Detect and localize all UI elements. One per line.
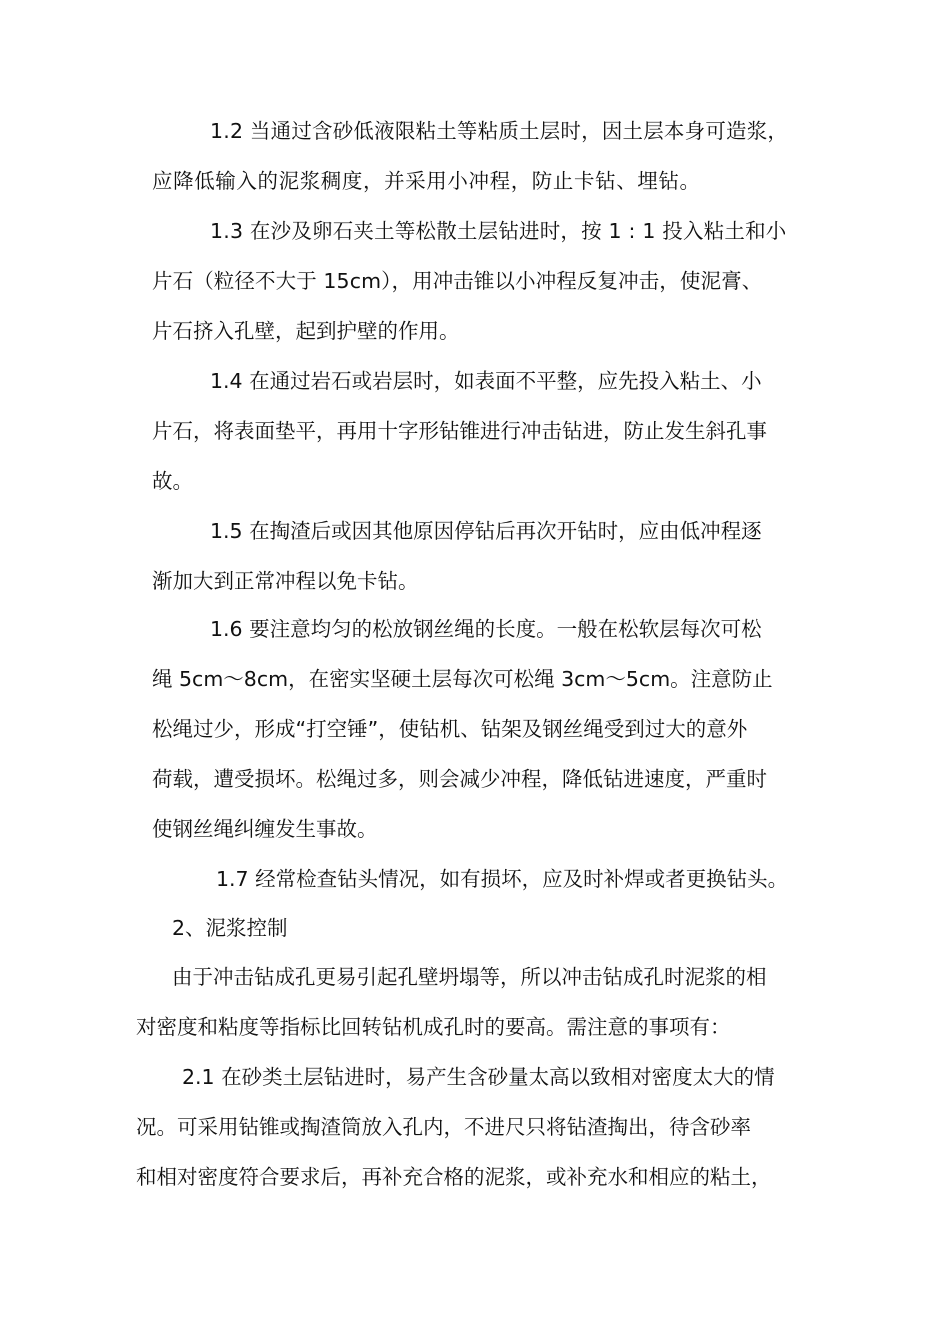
text-line: 1.6 要注意均匀的松放钢丝绳的长度。一般在松软层每次可松 [210,617,762,641]
text-line: 片石挤入孔壁，起到护壁的作用。 [152,319,460,343]
text-line: 1.5 在掏渣后或因其他原因停钻后再次开钻时，应由低冲程逐 [210,519,762,543]
text-line: 1.4 在通过岩石或岩层时，如表面不平整，应先投入粘土、小 [210,369,762,393]
text-line: 和相对密度符合要求后，再补充合格的泥浆，或补充水和相应的粘土， [136,1165,772,1189]
text-line: 由于冲击钻成孔更易引起孔壁坍塌等，所以冲击钻成孔时泥浆的相 [172,965,767,989]
text-line: 应降低输入的泥浆稠度，并采用小冲程，防止卡钻、埋钻。 [152,169,701,193]
text-line: 使钢丝绳纠缠发生事故。 [152,817,378,841]
text-line: 2.1 在砂类土层钻进时，易产生含砂量太高以致相对密度太大的情 [182,1065,775,1089]
text-line: 绳 5cm～8cm，在密实坚硬土层每次可松绳 3cm～5cm。注意防止 [152,667,773,691]
text-line: 1.7 经常检查钻头情况，如有损坏，应及时补焊或者更换钻头。 [216,867,789,891]
text-line: 况。可采用钻锥或掏渣筒放入孔内，不进尺只将钻渣掏出，待含砂率 [136,1115,751,1139]
text-line: 1.2 当通过含砂低液限粘土等粘质土层时，因土层本身可造浆， [210,119,789,143]
text-line: 片石（粒径不大于 15cm），用冲击锥以小冲程反复冲击，使泥膏、 [152,269,763,293]
section-title: 2、泥浆控制 [172,916,288,940]
text-line: 松绳过少，形成“打空锤”，使钻机、钻架及钢丝绳受到过大的意外 [152,717,748,741]
text-line: 渐加大到正常冲程以免卡钻。 [152,569,419,593]
text-line: 对密度和粘度等指标比回转钻机成孔时的要高。需注意的事项有： [136,1015,731,1039]
text-line: 片石，将表面垫平，再用十字形钻锥进行冲击钻进，防止发生斜孔事 [152,419,767,443]
text-line: 荷载，遭受损坏。松绳过多，则会减少冲程，降低钻进速度，严重时 [152,767,767,791]
text-line: 故。 [152,469,193,493]
text-line: 1.3 在沙及卵石夹土等松散土层钻进时，按 1 : 1 投入粘土和小 [210,219,787,243]
